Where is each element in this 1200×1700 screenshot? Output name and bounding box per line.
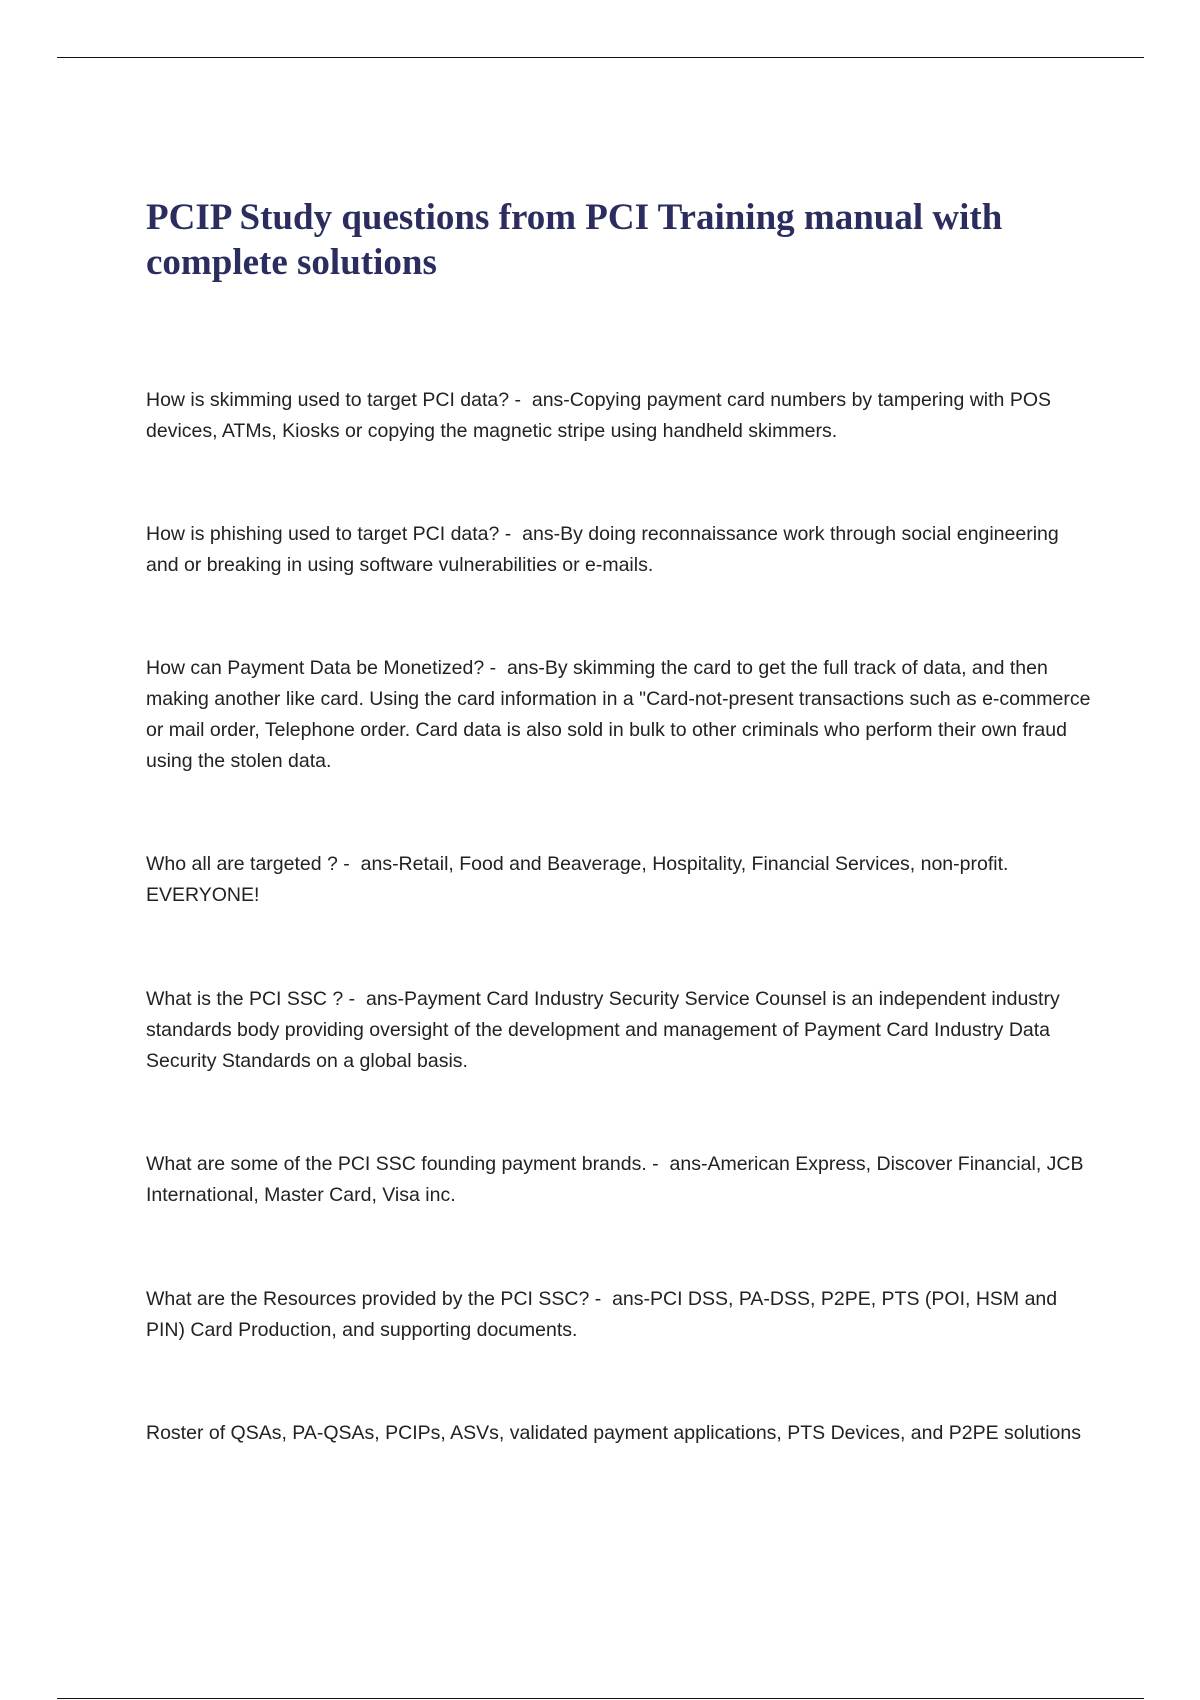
bottom-divider (57, 1698, 1144, 1699)
qa-entry (146, 1284, 1091, 1346)
answer-text: ans-By skimming the card to get the full track of data, and then making another like card. Using the card information in a "Card-not-present transactions such as e-commerce or mail order, Telephone order. Card data is also sold in bulk to other criminals who perform their own fraud using the stolen data. (146, 657, 1091, 772)
qa-list (146, 385, 1091, 1449)
separator: - (509, 389, 527, 411)
separator: - (484, 657, 502, 679)
separator: - (499, 523, 517, 545)
answer-text: ans-Retail, Food and Beaverage, Hospitality, Financial Services, non-profit. EVERYONE! (146, 853, 1009, 906)
trailing-paragraph: Roster of QSAs, PA-QSAs, PCIPs, ASVs, validated payment applications, PTS Devices, and P2PE solutions (146, 1422, 1081, 1444)
question-text: What are the Resources provided by the PCI SSC? (146, 1288, 590, 1310)
qa-entry (146, 984, 1091, 1077)
qa-entry (146, 653, 1091, 777)
answer-text: ans-American Express, Discover Financial, JCB International, Master Card, Visa inc. (146, 1153, 1084, 1206)
qa-entry (146, 385, 1091, 447)
page-title: PCIP Study questions from PCI Training manual with complete solutions (146, 197, 1003, 283)
answer-text: ans-Payment Card Industry Security Service Counsel is an independent industry standards body providing oversight of the development and management of Payment Card Industry Data Security Standards on a global basis. (146, 988, 1060, 1072)
question-text: How can Payment Data be Monetized? (146, 657, 485, 679)
separator: - (343, 988, 361, 1010)
question-text: What is the PCI SSC ? (146, 988, 344, 1010)
answer-text: ans-Copying payment card numbers by tampering with POS devices, ATMs, Kiosks or copying the magnetic stripe using handheld skimmers. (146, 389, 1052, 442)
separator: - (589, 1288, 607, 1310)
separator: - (337, 853, 356, 875)
qa-entry (146, 849, 1091, 911)
top-divider (57, 57, 1144, 58)
question-text: Who all are targeted ? (146, 853, 338, 875)
qa-entry (146, 519, 1091, 581)
question-text: How is phishing used to target PCI data? (146, 523, 500, 545)
qa-entry (146, 1149, 1091, 1211)
separator: - (646, 1153, 665, 1175)
answer-text: ans-By doing reconnaissance work through social engineering and or breaking in using software vulnerabilities or e-mails. (146, 523, 1059, 576)
question-text: What are some of the PCI SSC founding payment brands. (146, 1153, 647, 1175)
answer-text: ans-PCI DSS, PA-DSS, P2PE, PTS (POI, HSM and PIN) Card Production, and supporting documents. (146, 1288, 1058, 1341)
question-text: How is skimming used to target PCI data? (146, 389, 510, 411)
